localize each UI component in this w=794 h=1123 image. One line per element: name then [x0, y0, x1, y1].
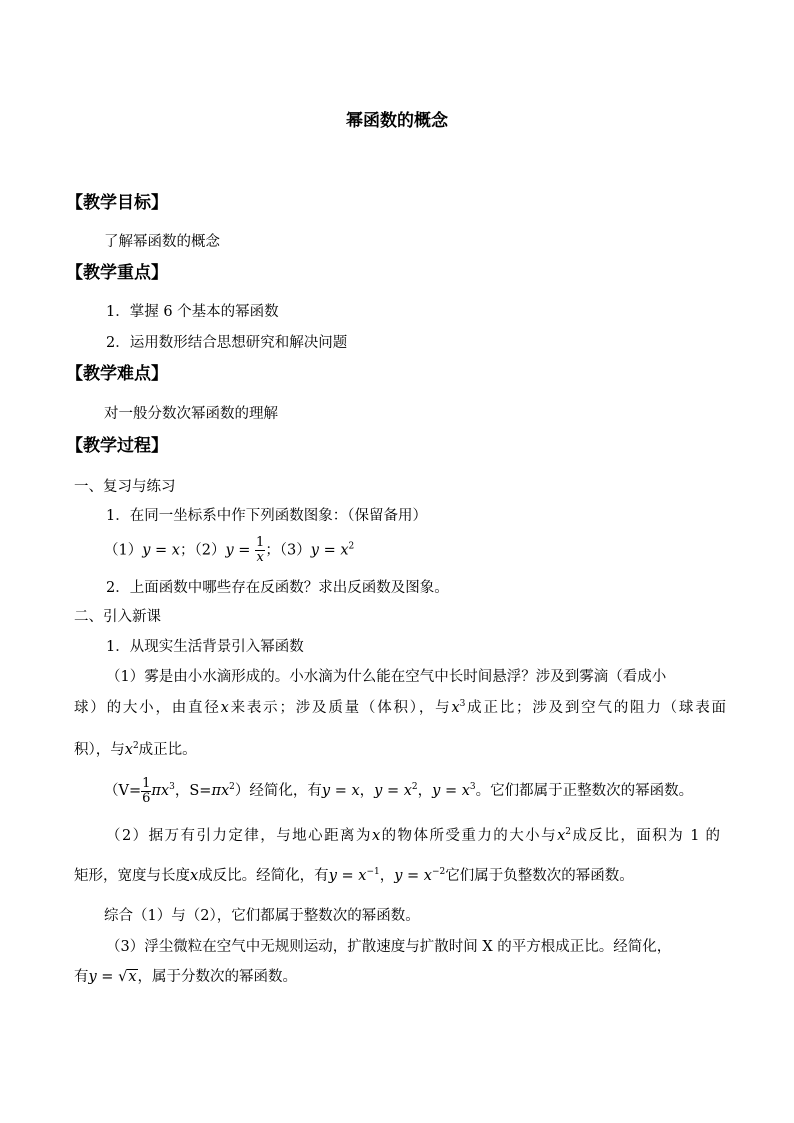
var-x: x [557, 828, 566, 844]
dust-paragraph-line-2 [74, 967, 297, 987]
text-span: ，属于分数次的幂函数。 [137, 969, 297, 985]
exponent: 3 [459, 699, 466, 709]
text-span: 成反比。经简化，有 [198, 868, 329, 884]
var-x: x [220, 700, 229, 716]
text-span: 球）的大小，由直径 [74, 700, 221, 716]
document-title: 幂函数的概念 [346, 111, 448, 131]
var-x: x [190, 868, 199, 884]
fraction-numerator: 1 [256, 535, 265, 550]
heading-teaching-key: 【教学重点】 [66, 263, 168, 283]
function-sep-1: ；（2） [179, 542, 226, 559]
sqrt-symbol: √ [118, 969, 128, 985]
gravity-paragraph-line-2 [74, 866, 634, 886]
teaching-difficulty-text: 对一般分数次幂函数的理解 [104, 406, 278, 422]
fraction-numerator: 1 [142, 775, 151, 791]
review-question-2: 2．上面函数中哪些存在反函数？求出反函数及图象。 [106, 580, 449, 596]
var-x: x [451, 700, 460, 716]
text-span: 成反比，面积为 1 的 [571, 828, 720, 844]
integer-power-summary: 综合（1）与（2），它们都属于整数次的幂函数。 [104, 908, 420, 924]
var-x: x [124, 742, 133, 758]
text-span: 的物体所受重力的大小与 [380, 828, 558, 844]
function-3-exponent: 2 [348, 541, 355, 552]
function-expr: y = x [328, 868, 367, 884]
function-sep-2: ；（3） [265, 542, 311, 559]
function-expr: y = x [394, 868, 432, 884]
key-point-2: 2．运用数形结合思想研究和解决问题 [106, 335, 348, 351]
text-span: ， [379, 868, 395, 884]
text-span: 成正比。 [138, 742, 197, 758]
key-point-1: 1．掌握 6 个基本的幂函数 [106, 304, 279, 320]
exponent: 3 [469, 782, 476, 792]
section-review-heading: 一、复习与练习 [74, 479, 176, 495]
text-span: 矩形，宽度与长度 [74, 868, 190, 884]
text-span: 它们属于负整数次的幂函数。 [445, 868, 634, 884]
fraction-denominator: 6 [142, 790, 151, 806]
heading-teaching-goal: 【教学目标】 [66, 193, 168, 213]
dust-paragraph-line-1: （3）浮尘微粒在空气中无规则运动，扩散速度与扩散时间 X 的平方根成正比。经简化， [106, 939, 672, 955]
heading-teaching-difficulty: 【教学难点】 [66, 364, 168, 384]
review-function-list [104, 536, 354, 565]
gravity-paragraph-line-1 [106, 826, 720, 846]
intro-subsection-1: 1．从现实生活背景引入幂函数 [106, 639, 304, 655]
text-span: ）经简化，有 [234, 783, 322, 799]
function-expr: y = x [321, 783, 360, 799]
function-2-fraction [255, 536, 265, 565]
text-span: 成正比；涉及到空气的阻力（球表面 [465, 700, 727, 716]
exponent: −2 [431, 867, 446, 877]
heading-teaching-process: 【教学过程】 [66, 436, 168, 456]
text-span: ， [417, 783, 433, 799]
text-span: 来表示；涉及质量（体积），与 [228, 700, 452, 716]
exponent: −1 [366, 867, 380, 877]
exponent: 3 [169, 782, 175, 792]
exponent: 2 [229, 782, 235, 792]
sqrt-radicand: x [128, 969, 137, 985]
text-span: （2）据万有引力定律，与地心距离为 [106, 828, 372, 844]
fog-paragraph-line-3 [74, 740, 197, 760]
text-span: ， [359, 783, 375, 799]
text-span: 积），与 [74, 742, 125, 758]
fog-paragraph-line-2 [74, 698, 726, 718]
exponent: 2 [132, 741, 139, 751]
function-expr: y = x [374, 783, 412, 799]
text-span: 。它们都属于正整数次的幂函数。 [475, 783, 694, 799]
fog-paragraph-line-1: （1）雾是由小水滴形成的。小水滴为什么能在空气中长时间悬浮？涉及到雾滴（看成小 [106, 669, 667, 685]
function-3-base: y = x [310, 542, 349, 559]
volume-formula-line [104, 776, 693, 806]
function-expr: y = x [432, 783, 470, 799]
function-lhs: y = [88, 969, 114, 985]
var-x: x [371, 828, 381, 844]
text-span: ，S= [174, 783, 212, 799]
exponent: 2 [411, 782, 418, 792]
section-intro-heading: 二、引入新课 [74, 609, 161, 625]
surface-term: πx [211, 783, 230, 799]
fraction-denominator: x [256, 550, 264, 565]
text-span: 有 [74, 969, 89, 985]
teaching-goal-text: 了解幂函数的概念 [104, 234, 220, 250]
text-span: （V= [104, 783, 142, 799]
function-1-expr: y = x [142, 542, 180, 559]
review-question-1: 1．在同一坐标系中作下列函数图象：（保留备用） [106, 508, 427, 524]
function-2-lhs: y = [225, 542, 251, 559]
one-sixth-fraction [141, 777, 151, 806]
function-1-label: （1） [104, 542, 143, 559]
volume-term: πx [151, 783, 170, 799]
exponent: 2 [565, 827, 572, 837]
